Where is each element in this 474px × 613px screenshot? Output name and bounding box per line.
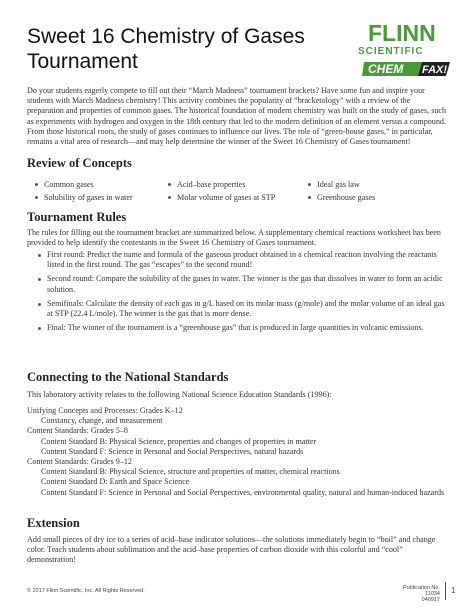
standards-line: Content Standard B: Physical Science, properties and changes of properties in matter [41, 436, 317, 446]
logo-chem-text: CHEM [368, 62, 404, 76]
page-number: 1 [451, 586, 456, 595]
standards-line: Content Standard B: Physical Science, structure and properties of matter, chemical reactions [41, 467, 340, 477]
bullet-icon [35, 196, 38, 199]
bullet-icon [38, 327, 41, 330]
rules-intro: The rules for filling out the tournament bracket are summarized below. A supplementary chemical reactions worksheet has been provided to help identify the contestants in the Sweet 16 Chemistry of Gases tournament. [27, 228, 441, 248]
copyright-text: © 2017 Flinn Scientific, Inc. All Rights Reserved. [27, 588, 145, 594]
page-title: Sweet 16 Chemistry of Gases Tournament [27, 25, 305, 73]
list-item: Greenhouse gases [308, 193, 448, 202]
standards-line: Content Standard F: Science in Personal and Social Perspectives, natural hazards [41, 446, 304, 456]
list-item: Ideal gas law [308, 180, 448, 189]
extension-paragraph: Add small pieces of dry ice to a series of acid–base indicator solutions—the solutions immediately begin to “boil” and change color. Teach students about sublimation and the acid–base properties of carbon dioxide with this colorful and “cool” demonstration! [27, 535, 436, 565]
standards-line: Content Standards: Grades 9–12 [27, 457, 132, 467]
bullet-icon [38, 254, 41, 257]
bullet-icon [308, 196, 311, 199]
logo-scientific-text: SCIENTIFIC [358, 46, 424, 57]
bullet-icon [38, 278, 41, 281]
bullet-icon [38, 303, 41, 306]
standards-line: Content Standard F: Science in Personal and Social Perspectives, environmental quality, natural and human-induced hazards [41, 487, 445, 497]
review-heading: Review of Concepts [27, 156, 132, 170]
bullet-icon [168, 183, 171, 186]
logo-fax-text: FAX! [422, 64, 448, 76]
standards-line: Unifying Concepts and Processes: Grades K–12 [27, 406, 183, 415]
rules-heading: Tournament Rules [27, 210, 127, 224]
list-item: Common gases [35, 180, 168, 189]
standards-line: Constancy, change, and measurement [41, 416, 163, 426]
list-item: Molar volume of gases at STP [168, 193, 308, 202]
list-item: Solubility of gases in water [35, 193, 168, 202]
publication-number: Publication No. 11034 040917 [403, 585, 440, 603]
chemfax-badge-icon [362, 60, 450, 78]
list-item: Second round: Compare the solubility of the gases in water. The winner is the gas that dissolves in water to form an acidic solution. [38, 274, 450, 294]
footer-divider [445, 582, 446, 600]
extension-heading: Extension [27, 516, 80, 530]
bullet-icon [35, 183, 38, 186]
rules-list [38, 250, 450, 337]
list-item: Semifinals: Calculate the density of each gas in g/L based on its molar mass (g/mole) and the molar volume of an ideal gas at STP (22.4 L/mole). The winner is the gas that is more dense. [38, 299, 450, 319]
list-item: Final: The winner of the tournament is a “greenhouse gas” that is produced in large quantities in volcanic emissions. [38, 323, 450, 333]
list-item: Acid–base properties [168, 180, 308, 189]
standards-list [27, 406, 449, 498]
standards-intro: This laboratory activity relates to the following National Science Education Standards (1996): [27, 390, 332, 399]
standards-line: Content Standards: Grades 5–8 [27, 426, 128, 436]
standards-heading: Connecting to the National Standards [27, 370, 229, 384]
intro-paragraph: Do your students eagerly compete to fill out their “March Madness” tournament brackets? Have some fun and inspire your students with March Madness chemistry! This activity combines the popularity of “bracketology” with a review of the preparation and properties of common gases. The historical foundation of modern chemistry was built on the study of gases, such as experiments with hydrogen and oxygen in the 18th century that led to the modern definition of an element versus a compound. From those historical roots, the study of gases continues to influence our lives. The role of “green-house gases,” in particular, remains a vital area of research—and may help determine the winner of the Sweet 16 Chemistry of Gases tournament! [27, 86, 447, 147]
review-concepts-list [35, 178, 455, 204]
bullet-icon [168, 196, 171, 199]
flinn-chemfax-logo [352, 20, 452, 84]
standards-line: Content Standard D: Earth and Space Science [41, 477, 190, 487]
logo-flinn-text: FLINN [368, 20, 436, 46]
list-item: First round: Predict the name and formula of the gaseous product obtained in a chemical reaction involving the reactants listed in the first round. The gas “escapes” to the second round! [38, 250, 450, 270]
bullet-icon [308, 183, 311, 186]
